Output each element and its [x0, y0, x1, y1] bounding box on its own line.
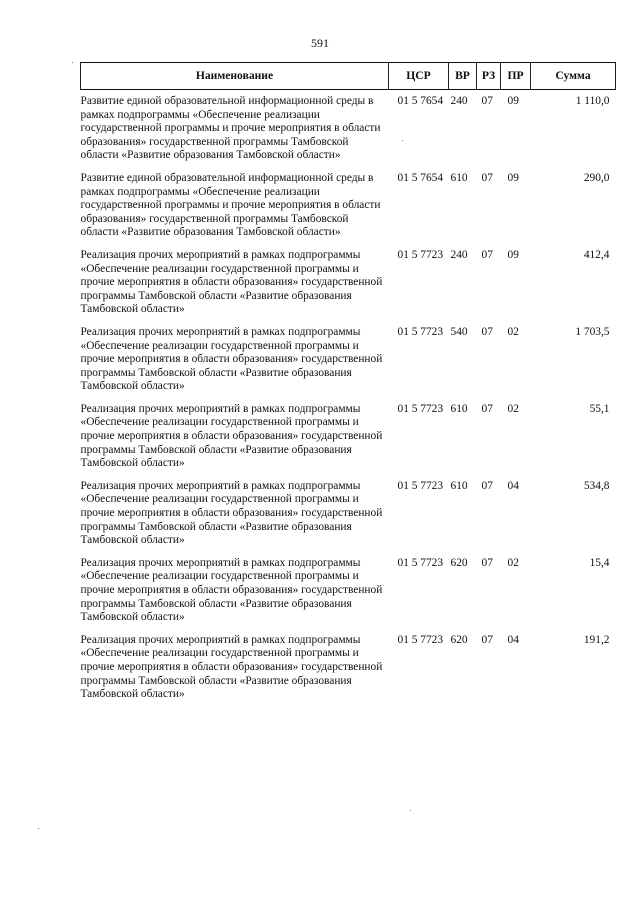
table-row: [81, 552, 616, 629]
table-row: [81, 321, 616, 398]
row-rz: 07: [481, 325, 493, 338]
row-sum: 191,2: [583, 633, 610, 646]
header-sum: Сумма: [531, 63, 616, 90]
row-name: Реализация прочих мероприятий в рамках подпрограммы «Обеспечение реализации государственной программы и прочие мероприятия в области образования» государственной программы Тамбовской области «Развитие образования Тамбовской области»: [80, 556, 383, 624]
row-name: Развитие единой образовательной информационной среды в рамках подпрограммы «Обеспечение реализации государственной программы и прочие мероприятия в области образования» государственной программы Тамбовской области «Развитие образования Тамбовской области»: [80, 95, 381, 162]
row-rz: 07: [481, 402, 493, 415]
row-rz: 07: [481, 556, 493, 569]
row-sum: 55,1: [589, 402, 610, 415]
row-name: Реализация прочих мероприятий в рамках подпрограммы «Обеспечение реализации государственной программы и прочие мероприятия в области образования» государственной программы Тамбовской области «Развитие образования Тамбовской области»: [80, 248, 383, 316]
row-vr: 620: [450, 556, 468, 569]
row-vr: 240: [450, 248, 468, 261]
table-row: [81, 398, 616, 475]
row-sum: 290,0: [583, 171, 610, 184]
scan-speck: [410, 810, 411, 811]
row-vr: 610: [450, 479, 468, 492]
budget-table: [80, 62, 616, 706]
row-csr: 01 5 7723: [397, 556, 444, 569]
row-vr: 240: [450, 95, 468, 107]
table-row: [81, 167, 616, 244]
row-csr: 01 5 7654: [397, 171, 444, 184]
row-name: Реализация прочих мероприятий в рамках подпрограммы «Обеспечение реализации государственной программы и прочие мероприятия в области образования» государственной программы Тамбовской области «Развитие образования Тамбовской области»: [80, 325, 383, 393]
scan-speck: [72, 62, 73, 63]
row-pr: 04: [507, 633, 519, 646]
table-row: [81, 244, 616, 321]
row-sum: 15,4: [589, 556, 610, 569]
row-rz: 07: [481, 248, 493, 261]
row-csr: 01 5 7723: [397, 248, 444, 261]
row-name: Реализация прочих мероприятий в рамках подпрограммы «Обеспечение реализации государственной программы и прочие мероприятия в области образования» государственной программы Тамбовской области «Развитие образования Тамбовской области»: [80, 479, 383, 547]
table-body: [81, 90, 616, 706]
row-csr: 01 5 7654: [397, 95, 444, 107]
row-pr: 04: [507, 479, 519, 492]
header-name: Наименование: [81, 63, 389, 90]
row-vr: 620: [450, 633, 468, 646]
row-vr: 610: [450, 171, 468, 184]
table-header: [81, 63, 616, 90]
row-sum: 534,8: [583, 479, 610, 492]
row-sum: 1 703,5: [575, 325, 610, 338]
row-name: Развитие единой образовательной информационной среды в рамках подпрограммы «Обеспечение реализации государственной программы и прочие мероприятия в области образования» государственной программы Тамбовской области «Развитие образования Тамбовской области»: [80, 171, 381, 239]
header-csr: ЦСР: [389, 63, 449, 90]
scan-speck: [38, 828, 39, 829]
row-pr: 02: [507, 556, 519, 569]
row-csr: 01 5 7723: [397, 402, 444, 415]
row-vr: 540: [450, 325, 468, 338]
row-sum: 1 110,0: [575, 95, 610, 107]
row-pr: 09: [507, 171, 519, 184]
row-pr: 09: [507, 95, 519, 107]
table-row: [81, 475, 616, 552]
row-pr: 02: [507, 402, 519, 415]
row-csr: 01 5 7723: [397, 479, 444, 492]
row-rz: 07: [481, 171, 493, 184]
table-row: [81, 90, 616, 167]
row-csr: 01 5 7723: [397, 325, 444, 338]
row-rz: 07: [481, 95, 493, 107]
scan-speck: [402, 140, 403, 141]
header-rz: РЗ: [477, 63, 501, 90]
row-pr: 09: [507, 248, 519, 261]
row-rz: 07: [481, 633, 493, 646]
row-rz: 07: [481, 479, 493, 492]
table-row: [81, 629, 616, 706]
header-pr: ПР: [501, 63, 531, 90]
row-sum: 412,4: [583, 248, 610, 261]
row-pr: 02: [507, 325, 519, 338]
page-number: 591: [311, 36, 329, 50]
row-csr: 01 5 7723: [397, 633, 444, 646]
row-vr: 610: [450, 402, 468, 415]
row-name: Реализация прочих мероприятий в рамках подпрограммы «Обеспечение реализации государственной программы и прочие мероприятия в области образования» государственной программы Тамбовской области «Развитие образования Тамбовской области»: [80, 402, 383, 470]
row-name: Реализация прочих мероприятий в рамках подпрограммы «Обеспечение реализации государственной программы и прочие мероприятия в области образования» государственной программы Тамбовской области «Развитие образования Тамбовской области»: [80, 633, 383, 701]
header-vr: ВР: [449, 63, 477, 90]
